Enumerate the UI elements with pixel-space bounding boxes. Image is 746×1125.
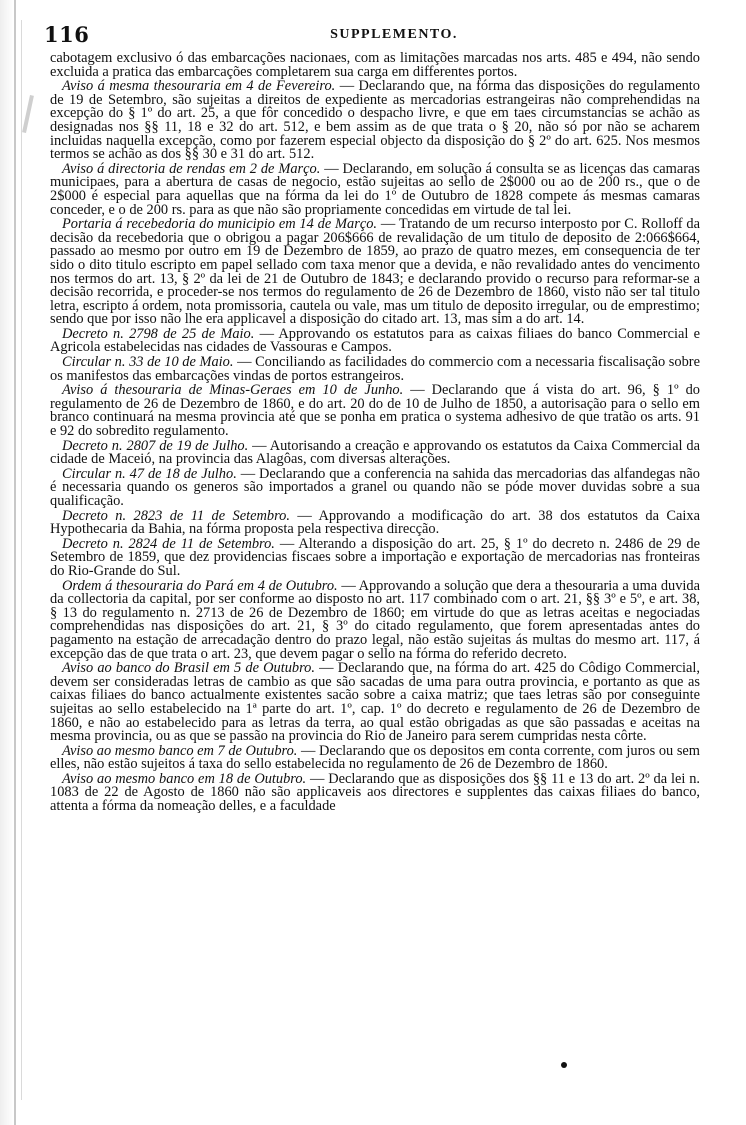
page-number: 116	[44, 22, 90, 47]
paragraph-lead: Decreto n. 2798 de 25 de Maio.	[62, 325, 255, 342]
paragraph-text: — Declarando que as disposições dos §§ 11 e 13 do art. 2º da lei n. 1083 de 22 de Agosto de 1860 não são applicaveis aos directores e supplentes das caixas filiaes do banco, attenta a fórma da nomeação delles, e a faculdade	[50, 770, 700, 815]
paragraph-text: — Approvando os estatutos para as caixas filiaes do banco Commercial e Agricola estabelecidas nas cidades de Vassouras e Campos.	[50, 325, 700, 356]
paragraph	[50, 80, 700, 162]
paragraph-text: — Declarando que os depositos em conta corrente, com juros ou sem elles, não estão sujeitos á taxa do sello estabelecida no regulamento de 26 de Dezembro de 1860.	[50, 742, 701, 773]
paragraph	[50, 507, 700, 538]
paragraph-lead: Aviso ao banco do Brasil em 5 de Outubro.	[62, 660, 315, 677]
paragraph	[50, 325, 700, 356]
paragraph	[50, 535, 700, 579]
paragraph-lead: Portaria á recebedoria do municipio em 14 de Março.	[62, 216, 378, 233]
page-header	[44, 22, 704, 48]
paragraph-text: — Declarando que, na fórma do art. 425 do Côdigo Commercial, devem ser consideradas letras de cambio as que são sacadas de uma para outra provincia, e portanto as que as caixas filiaes do banco actualmente existentes sacão sobre a caixa matriz; que taes letras são por conseguinte sujeitas ao sello estabelecido na 1ª parte do art. 1º, cap. 1º do decreto e regulamento de 26 de Dezembro de 1860, e não ao estabelecido para as letras da terra, ao qual estão obrigadas as que são passadas e aceitas na mesma provincia, ou as que se passão na provincia do Rio de Janeiro para serem cumpridas nesta côrte.	[50, 660, 700, 745]
paragraph-text: — Approvando a modificação do art. 38 dos estatutos da Caixa Hypothecaria da Bahia, na fórma proposta pela respectiva direcção.	[50, 507, 700, 538]
paragraph-text: — Alterando a disposição do art. 25, § 1º do decreto n. 2486 de 29 de Setembro de 1859, que dez providencias fiscaes sobre a importação e exportação de mercadorias nas fronteiras do Rio-Grande do Sul.	[50, 535, 700, 579]
paragraph-text: — Declarando que, na fórma das disposições do regulamento de 19 de Setembro, são sujeitas a direitos de expediente as mercadorias estrangeiras não comprehendidas na excepção do § 1º do art. 25, a que fôr concedido o despacho livre, e que em taes circumstancias se achão as designadas nos §§ 11, 18 e 32 do art. 512, e bem assim as de que trata o § 20, não só por não se acharem incluidas naquella excepção, como por fazerem especial objecto da disposição do § 2º do art. 625. Nos mesmos termos se achão as dos §§ 30 e 31 do art. 512.	[50, 78, 700, 163]
paragraph-text: — Declarando que á vista do art. 96, § 1º do regulamento de 26 de Dezembro de 1860, e do art. 20 do de 10 de Julho de 1850, a autorisação para o sello em branco continuará na mesma provincia até que se ponha em pratica o systema adhesivo de que tratão os arts. 91 e 92 do sobredito regulamento.	[50, 382, 700, 440]
paragraph	[50, 218, 700, 327]
paragraph-text: — Declarando que a conferencia na sahida das mercadorias das alfandegas não é necessaria quando os generos são importados a granel ou quando não se póde mover duvidas sobre a sua qualificação.	[50, 465, 701, 509]
body-text	[50, 52, 700, 814]
paragraph-lead: Aviso á directoria de rendas em 2 de Março.	[62, 160, 321, 177]
paragraph-lead: Circular n. 33 de 10 de Maio.	[62, 354, 234, 371]
running-head: SUPPLEMENTO.	[330, 27, 458, 42]
paragraph-lead: Decreto n. 2823 de 11 de Setembro.	[62, 507, 290, 524]
ink-dot	[561, 1062, 567, 1068]
paragraph-lead: Ordem á thesouraria do Pará em 4 de Outubro.	[62, 577, 338, 594]
paragraph	[50, 742, 701, 773]
paragraph-text: cabotagem exclusivo ó das embarcações nacionaes, com as limitações marcadas nos arts. 485 e 494, não sendo excluida a pratica das embarcações completarem sua carga em differentes portos.	[50, 50, 700, 80]
paragraph	[50, 465, 701, 509]
paragraph-text: — Conciliando as facilidades do commercio com a necessaria fiscalisação sobre os manifestos das embarcações vindas de portos estrangeiros.	[50, 354, 700, 384]
paragraph-text: — Autorisando a creação e approvando os estatutos da Caixa Commercial da cidade de Maceió, na provincia das Alagôas, com diversas alterações.	[50, 437, 700, 468]
paragraph	[50, 384, 700, 438]
paragraph-lead: Aviso á mesma thesouraria em 4 de Fevereiro.	[62, 78, 336, 95]
paragraph-text: — Tratando de um recurso interposto por C. Rolloff da decisão da recebedoria que o obrigou a pagar 206$666 de revalidação de um titulo de deposito de 2:066$664, passado ao mesmo por outro em 19 de Dezembro de 1859, ao prazo de quatro mezes, em consequencia de ter sido o dito titulo escripto em papel sellado com taxa menor que a devida, e não revalidado antes do vencimento nos termos do art. 13, § 2º da lei de 21 de Outubro de 1843; e declarando provido o recurso para reformar-se a decisão recorrida, e proceder-se nos termos do regulamento de 26 de Dezembro de 1860, visto não ser tal titulo letra, escripto á ordem, nota promissoria, cautela ou vale, mas um titulo de deposito irregular, ou de emprestimo; sendo que por isso não lhe era applicavel a disposição do citado art. 13, mas sim a do art. 14.	[50, 216, 700, 328]
paragraph-lead: Aviso ao mesmo banco em 7 de Outubro.	[62, 742, 298, 759]
paragraph	[50, 770, 700, 815]
paragraph-text: — Approvando a solução que dera a thesouraria a uma duvida da collectoria da capital, por ser conforme ao disposto no art. 117 combinado com o art. 21, §§ 3º e 5º, e art. 38, § 13 do regulamento n. 2713 de 26 de Dezembro de 1860; em virtude do que as letras aceitas e negociadas comprehendidas nas disposições do art. 21, § 3º do citado regulamento, que forem apresentadas antes do pagamento na estação de arrecadação dentro do prazo legal, não estão sujeitas ás multas do mesmo art. 117, á excepção das de que trata o art. 23, que devem pagar o sello na fórma do referido decreto.	[50, 577, 701, 662]
paragraph-lead: Aviso ao mesmo banco em 18 de Outubro.	[62, 770, 307, 787]
gutter-line	[14, 0, 16, 1125]
paragraph-lead: Aviso á thesouraria de Minas-Geraes em 10 de Junho.	[62, 382, 404, 399]
paragraph	[50, 662, 700, 744]
paragraph-lead: Circular n. 47 de 18 de Julho.	[62, 465, 237, 482]
paragraph	[50, 437, 700, 468]
paragraph-lead: Decreto n. 2824 de 11 de Setembro.	[62, 535, 275, 552]
paragraph	[50, 356, 700, 383]
paragraph	[50, 52, 700, 79]
paragraph-lead: Decreto n. 2807 de 19 de Julho.	[62, 437, 249, 454]
paragraph	[50, 160, 700, 218]
gutter-line-inner	[21, 20, 22, 1100]
page-gutter	[0, 0, 34, 1125]
paragraph-text: — Declarando, em solução á consulta se as licenças das camaras municipaes, para a abertura de casas de negocio, estão sujeitas ao sello de 2$000 ou ao de 200 rs., que o de 2$000 é especial para aquellas que na fórma da lei do 1º de Outubro de 1828 compete ás mesmas camaras conceder, e o de 200 rs. para as que não são propriamente concedidas em virtude de tal lei.	[50, 160, 700, 218]
paragraph	[50, 577, 701, 662]
